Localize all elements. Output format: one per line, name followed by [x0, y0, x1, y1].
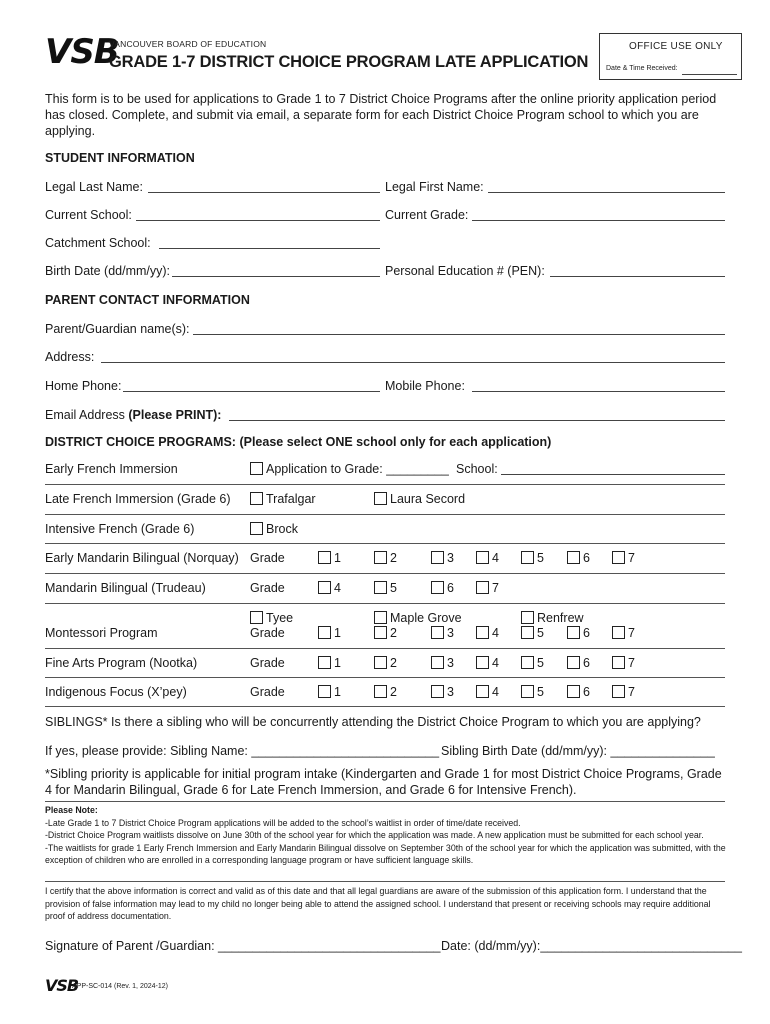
- early-french-school-label: School:: [456, 462, 498, 476]
- divider: [45, 706, 725, 707]
- trafalgar-label: Trafalgar: [266, 492, 316, 506]
- norquay-grade-7-label: 7: [628, 551, 635, 565]
- programs-heading: DISTRICT CHOICE PROGRAMS: (Please select ONE school only for each application): [45, 435, 552, 449]
- early-french-checkbox[interactable]: [250, 462, 263, 475]
- montessori-grade-4-checkbox[interactable]: [476, 626, 489, 639]
- montessori-grade-7-checkbox[interactable]: [612, 626, 625, 639]
- montessori-grade-5-checkbox[interactable]: [521, 626, 534, 639]
- indigenous-grade-4-checkbox[interactable]: [476, 685, 489, 698]
- norquay-grade-7-checkbox[interactable]: [612, 551, 625, 564]
- address-field[interactable]: [101, 362, 725, 363]
- parent-name-field[interactable]: [193, 334, 725, 335]
- form-title: GRADE 1-7 DISTRICT CHOICE PROGRAM LATE APPLICATION: [109, 53, 589, 71]
- trafalgar-checkbox[interactable]: [250, 492, 263, 505]
- trudeau-grade-6-label: 6: [447, 581, 454, 595]
- norquay-grade-5-label: 5: [537, 551, 544, 565]
- maple-grove-checkbox[interactable]: [374, 611, 387, 624]
- email-field[interactable]: [229, 420, 725, 421]
- trudeau-grade-4-label: 4: [334, 581, 341, 595]
- office-use-box: [599, 33, 742, 80]
- sibling-priority-note: *Sibling priority is applicable for initial program intake (Kindergarten and Grade 1 for most District Choice Programs, Grade 4 for Mandarin Bilingual, Grade 6 for Late French Immersion, and Grade 6 for Intensive French).: [45, 767, 722, 797]
- current-school-field[interactable]: [136, 220, 380, 221]
- catchment-school-field[interactable]: [159, 248, 380, 249]
- norquay-grade-5-checkbox[interactable]: [521, 551, 534, 564]
- montessori-grade-7-label: 7: [628, 626, 635, 640]
- note-1: -Late Grade 1 to 7 District Choice Program applications will be added to the school’s waitlist in order of time/date received.: [45, 817, 521, 828]
- office-use-title: OFFICE USE ONLY: [629, 41, 723, 52]
- montessori-grade-label: Grade: [250, 626, 285, 640]
- montessori-grade-6-label: 6: [583, 626, 590, 640]
- divider: [45, 677, 725, 678]
- montessori-grade-6-checkbox[interactable]: [567, 626, 580, 639]
- fine-arts-grade-2-checkbox[interactable]: [374, 656, 387, 669]
- norquay-grade-label: Grade: [250, 551, 285, 565]
- trudeau-grade-7-checkbox[interactable]: [476, 581, 489, 594]
- form-code: APP-SC-014 (Rev. 1, 2024-12): [72, 983, 168, 990]
- fine-arts-grade-1-label: 1: [334, 656, 341, 670]
- norquay-grade-6-label: 6: [583, 551, 590, 565]
- indigenous-grade-6-label: 6: [583, 685, 590, 699]
- indigenous-grade-5-checkbox[interactable]: [521, 685, 534, 698]
- birth-date-label: Birth Date (dd/mm/yy):: [45, 264, 171, 278]
- norquay-grade-1-checkbox[interactable]: [318, 551, 331, 564]
- mandarin-norquay-label: Early Mandarin Bilingual (Norquay): [45, 551, 239, 565]
- trudeau-grade-7-label: 7: [492, 581, 499, 595]
- divider: [45, 648, 725, 649]
- signature-field[interactable]: Signature of Parent /Guardian: ________________________________: [45, 939, 441, 953]
- address-label: Address:: [45, 350, 95, 364]
- norquay-grade-2-label: 2: [390, 551, 397, 565]
- first-name-label: Legal First Name:: [385, 180, 484, 194]
- montessori-grade-2-label: 2: [390, 626, 397, 640]
- fine-arts-grade-7-label: 7: [628, 656, 635, 670]
- fine-arts-grade-3-label: 3: [447, 656, 454, 670]
- renfrew-checkbox[interactable]: [521, 611, 534, 624]
- indigenous-grade-2-label: 2: [390, 685, 397, 699]
- tyee-checkbox[interactable]: [250, 611, 263, 624]
- fine-arts-grade-7-checkbox[interactable]: [612, 656, 625, 669]
- email-label: [45, 408, 221, 422]
- norquay-grade-4-checkbox[interactable]: [476, 551, 489, 564]
- laura-secord-label: Laura Secord: [390, 492, 466, 506]
- intro-text: This form is to be used for applications to Grade 1 to 7 District Choice Programs after the online priority application period has closed. Complete, and submit via email, a separate form for each District Choice Program school to which you are applying.: [45, 92, 717, 138]
- notes-heading: Please Note:: [45, 805, 98, 815]
- norquay-grade-2-checkbox[interactable]: [374, 551, 387, 564]
- tyee-label: Tyee: [266, 611, 294, 625]
- early-french-label: Early French Immersion: [45, 462, 178, 476]
- office-date-label: Date & Time Received:: [606, 65, 678, 72]
- last-name-label: Legal Last Name:: [45, 180, 143, 194]
- indigenous-label: Indigenous Focus (X’pey): [45, 685, 187, 699]
- brock-checkbox[interactable]: [250, 522, 263, 535]
- pen-label: Personal Education # (PEN):: [385, 264, 545, 278]
- norquay-grade-1-label: 1: [334, 551, 341, 565]
- last-name-field[interactable]: [148, 192, 380, 193]
- siblings-question: SIBLINGS* Is there a sibling who will be concurrently attending the District Choice Program to which you are applying?: [45, 715, 701, 729]
- signature-date-field[interactable]: Date: (dd/mm/yy):_____________________________: [441, 939, 742, 953]
- norquay-grade-4-label: 4: [492, 551, 499, 565]
- sibling-birth-label[interactable]: Sibling Birth Date (dd/mm/yy): _______________: [441, 744, 715, 758]
- montessori-grade-5-label: 5: [537, 626, 544, 640]
- late-french-label: Late French Immersion (Grade 6): [45, 492, 231, 506]
- parent-name-label: Parent/Guardian name(s):: [45, 322, 190, 336]
- brock-label: Brock: [266, 522, 298, 536]
- mobile-phone-field[interactable]: [472, 391, 725, 392]
- maple-grove-label: Maple Grove: [390, 611, 462, 625]
- fine-arts-grade-1-checkbox[interactable]: [318, 656, 331, 669]
- fine-arts-grade-4-label: 4: [492, 656, 499, 670]
- renfrew-label: Renfrew: [537, 611, 584, 625]
- current-grade-label: Current Grade:: [385, 208, 469, 222]
- indigenous-grade-label: Grade: [250, 685, 285, 699]
- board-name: VANCOUVER BOARD OF EDUCATION: [109, 39, 267, 49]
- norquay-grade-3-label: 3: [447, 551, 454, 565]
- trudeau-grade-4-checkbox[interactable]: [318, 581, 331, 594]
- divider: [45, 573, 725, 574]
- laura-secord-checkbox[interactable]: [374, 492, 387, 505]
- email-label-text: Email Address: [45, 408, 129, 422]
- montessori-grade-1-label: 1: [334, 626, 341, 640]
- catchment-school-label: Catchment School:: [45, 236, 151, 250]
- notes-section: [45, 804, 730, 867]
- indigenous-grade-2-checkbox[interactable]: [374, 685, 387, 698]
- fine-arts-grade-6-label: 6: [583, 656, 590, 670]
- student-heading: STUDENT INFORMATION: [45, 151, 195, 165]
- indigenous-grade-1-label: 1: [334, 685, 341, 699]
- first-name-field[interactable]: [488, 192, 725, 193]
- montessori-grade-2-checkbox[interactable]: [374, 626, 387, 639]
- indigenous-grade-1-checkbox[interactable]: [318, 685, 331, 698]
- pen-field[interactable]: [550, 276, 725, 277]
- indigenous-grade-4-label: 4: [492, 685, 499, 699]
- fine-arts-grade-label: Grade: [250, 656, 285, 670]
- indigenous-grade-3-label: 3: [447, 685, 454, 699]
- fine-arts-grade-5-checkbox[interactable]: [521, 656, 534, 669]
- montessori-grade-1-checkbox[interactable]: [318, 626, 331, 639]
- divider: [45, 484, 725, 485]
- certification-text: I certify that the above information is correct and valid as of this date and that all legal guardians are aware of the submission of this application form. I understand that the provision of false information may lead to my child no longer being able to attend the assigned school. I understand that present or receiving schools may require additional proof of address documentation.: [45, 886, 711, 921]
- mobile-phone-label: Mobile Phone:: [385, 379, 465, 393]
- fine-arts-grade-3-checkbox[interactable]: [431, 656, 444, 669]
- montessori-grade-3-checkbox[interactable]: [431, 626, 444, 639]
- indigenous-grade-6-checkbox[interactable]: [567, 685, 580, 698]
- note-2: -District Choice Program waitlists dissolve on June 30th of the school year for which the application was made. A new application must be submitted for each school year.: [45, 830, 704, 840]
- fine-arts-grade-4-checkbox[interactable]: [476, 656, 489, 669]
- office-date-field[interactable]: [682, 74, 737, 75]
- parent-heading: PARENT CONTACT INFORMATION: [45, 293, 250, 307]
- montessori-grade-3-label: 3: [447, 626, 454, 640]
- trudeau-grade-5-label: 5: [390, 581, 397, 595]
- fine-arts-grade-6-checkbox[interactable]: [567, 656, 580, 669]
- trudeau-grade-6-checkbox[interactable]: [431, 581, 444, 594]
- indigenous-grade-3-checkbox[interactable]: [431, 685, 444, 698]
- vsb-logo: VSB: [45, 32, 119, 72]
- app-grade-label: Application to Grade: _________: [266, 462, 449, 476]
- norquay-grade-6-checkbox[interactable]: [567, 551, 580, 564]
- current-school-label: Current School:: [45, 208, 132, 222]
- divider: [45, 514, 725, 515]
- current-grade-field[interactable]: [472, 220, 725, 221]
- footer-vsb-logo: VSB: [45, 976, 79, 995]
- divider: [45, 603, 725, 604]
- home-phone-field[interactable]: [123, 391, 380, 392]
- early-french-school-field[interactable]: [501, 474, 725, 475]
- indigenous-grade-5-label: 5: [537, 685, 544, 699]
- home-phone-label: Home Phone:: [45, 379, 122, 393]
- divider: [45, 881, 725, 882]
- indigenous-grade-7-label: 7: [628, 685, 635, 699]
- mandarin-trudeau-label: Mandarin Bilingual (Trudeau): [45, 581, 206, 595]
- fine-arts-grade-5-label: 5: [537, 656, 544, 670]
- sibling-name-label[interactable]: If yes, please provide: Sibling Name: ___________________________: [45, 744, 440, 758]
- montessori-label: Montessori Program: [45, 626, 158, 640]
- note-3: -The waitlists for grade 1 Early French Immersion and Early Mandarin Bilingual dissolve on September 30th of the school year for which the application was submitted, with the exception of children who are enrolled in a corresponding language program or have sufficient language skills.: [45, 842, 726, 865]
- intensive-french-label: Intensive French (Grade 6): [45, 522, 195, 536]
- montessori-grade-4-label: 4: [492, 626, 499, 640]
- norquay-grade-3-checkbox[interactable]: [431, 551, 444, 564]
- fine-arts-grade-2-label: 2: [390, 656, 397, 670]
- divider: [45, 801, 725, 802]
- birth-date-field[interactable]: [172, 276, 380, 277]
- indigenous-grade-7-checkbox[interactable]: [612, 685, 625, 698]
- fine-arts-label: Fine Arts Program (Nootka): [45, 656, 198, 670]
- email-label-bold: (Please PRINT):: [128, 408, 222, 422]
- trudeau-grade-5-checkbox[interactable]: [374, 581, 387, 594]
- trudeau-grade-label: Grade: [250, 581, 285, 595]
- divider: [45, 543, 725, 544]
